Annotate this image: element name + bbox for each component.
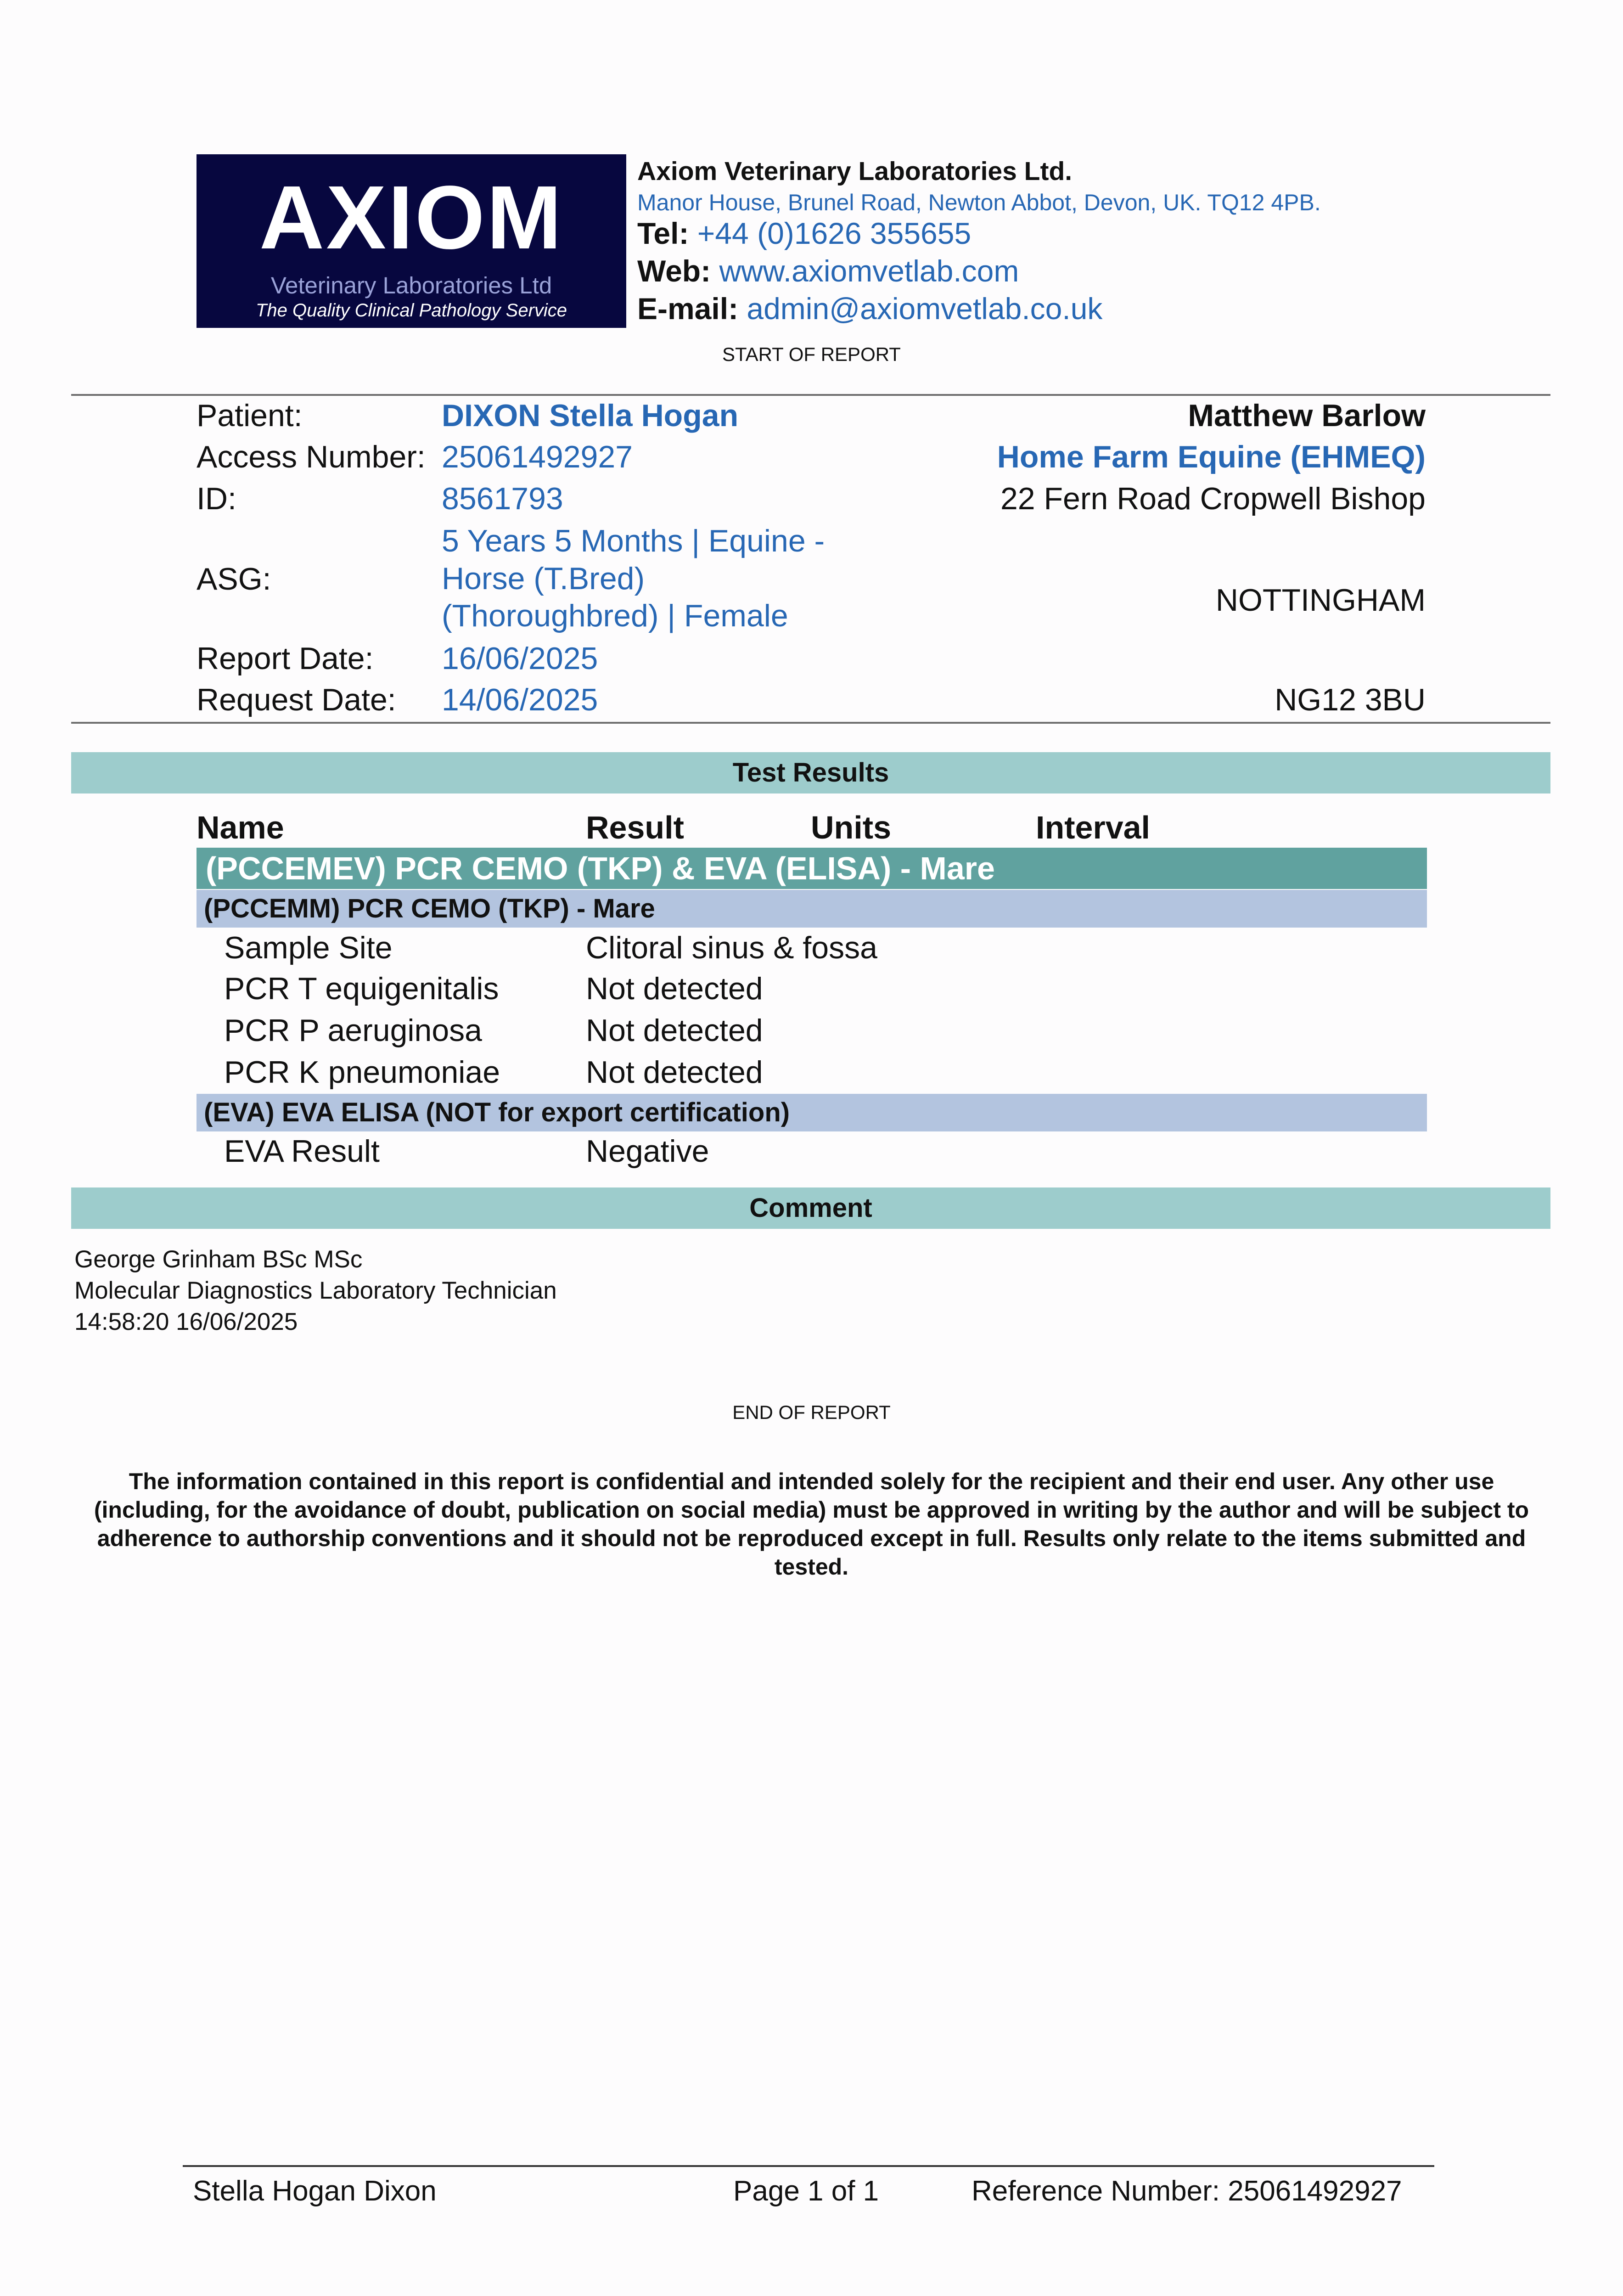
comment-header: Comment bbox=[71, 1187, 1550, 1229]
asg-line-2: Horse (T.Bred) bbox=[442, 561, 645, 596]
logo-subtitle: Veterinary Laboratories Ltd bbox=[270, 272, 552, 298]
logo-tagline: The Quality Clinical Pathology Service bbox=[255, 300, 567, 321]
patient-name: DIXON Stella Hogan bbox=[442, 398, 739, 433]
lab-logo bbox=[197, 154, 626, 328]
col-header-interval: Interval bbox=[1036, 810, 1150, 845]
result-value: Not detected bbox=[586, 1055, 763, 1090]
lab-address: Manor House, Brunel Road, Newton Abbot, Devon, UK. TQ12 4PB. bbox=[637, 190, 1321, 215]
lab-tel bbox=[637, 216, 971, 251]
web-label: Web: bbox=[637, 254, 711, 288]
id-value: 8561793 bbox=[442, 481, 563, 516]
footer-reference-number: Reference Number: 25061492927 bbox=[972, 2175, 1402, 2207]
end-of-report: END OF REPORT bbox=[732, 1401, 891, 1423]
access-label: Access Number: bbox=[197, 439, 426, 474]
signatory-name: George Grinham BSc MSc bbox=[74, 1246, 363, 1273]
result-name: PCR P aeruginosa bbox=[224, 1013, 482, 1048]
patient-label: Patient: bbox=[197, 398, 303, 433]
signatory-role: Molecular Diagnostics Laboratory Technician bbox=[74, 1277, 557, 1304]
result-name: PCR T equigenitalis bbox=[224, 971, 499, 1006]
result-value: Clitoral sinus & fossa bbox=[586, 930, 877, 965]
client-street: 22 Fern Road Cropwell Bishop bbox=[1000, 481, 1426, 516]
request-date: 14/06/2025 bbox=[442, 682, 598, 717]
access-number: 25061492927 bbox=[442, 439, 633, 474]
lab-name: Axiom Veterinary Laboratories Ltd. bbox=[637, 157, 1073, 186]
col-header-units: Units bbox=[811, 810, 891, 845]
result-name: Sample Site bbox=[224, 930, 393, 965]
signed-timestamp: 14:58:20 16/06/2025 bbox=[74, 1308, 298, 1335]
result-value: Not detected bbox=[586, 971, 763, 1006]
result-value: Negative bbox=[586, 1134, 709, 1169]
test-group-header: (PCCEMEV) PCR CEMO (TKP) & EVA (ELISA) - Mare bbox=[197, 848, 1427, 889]
footer-patient-name: Stella Hogan Dixon bbox=[193, 2175, 437, 2207]
result-name: EVA Result bbox=[224, 1134, 380, 1169]
footer-divider bbox=[183, 2165, 1434, 2167]
col-header-name: Name bbox=[197, 810, 284, 845]
divider-patient bbox=[71, 722, 1550, 724]
result-value: Not detected bbox=[586, 1013, 763, 1048]
client-postcode: NG12 3BU bbox=[1275, 682, 1426, 717]
email-label: E-mail: bbox=[637, 292, 739, 326]
tel-label: Tel: bbox=[637, 216, 689, 250]
email-link[interactable]: admin@axiomvetlab.co.uk bbox=[747, 292, 1103, 326]
id-label: ID: bbox=[197, 481, 236, 516]
asg-label: ASG: bbox=[197, 562, 271, 597]
test-subgroup-header: (EVA) EVA ELISA (NOT for export certification) bbox=[197, 1094, 1427, 1131]
report-date-label: Report Date: bbox=[197, 641, 374, 676]
web-link[interactable]: www.axiomvetlab.com bbox=[719, 254, 1019, 288]
logo-wordmark: AXIOM bbox=[259, 167, 564, 268]
practice-name: Home Farm Equine (EHMEQ) bbox=[997, 439, 1426, 474]
lab-web bbox=[637, 253, 1019, 288]
confidentiality-disclaimer: The information contained in this report is confidential and intended solely for the recipient and their end user. Any other use (including, for the avoidance of doubt, publication on social media) must be approved in writing by the author and will be subject to adherence to authorship conventions and it should not be reproduced except in full. Results only relate to the items submitted and tested. bbox=[94, 1469, 1529, 1580]
vet-name: Matthew Barlow bbox=[1188, 398, 1426, 433]
asg-line-1: 5 Years 5 Months | Equine - bbox=[442, 523, 825, 558]
tel-value[interactable]: +44 (0)1626 355655 bbox=[697, 216, 972, 250]
result-name: PCR K pneumoniae bbox=[224, 1055, 500, 1090]
test-subgroup-header: (PCCEMM) PCR CEMO (TKP) - Mare bbox=[197, 890, 1427, 928]
client-city: NOTTINGHAM bbox=[1215, 583, 1426, 618]
divider-top bbox=[71, 394, 1550, 396]
report-date: 16/06/2025 bbox=[442, 641, 598, 676]
test-results-header: Test Results bbox=[71, 752, 1550, 793]
request-date-label: Request Date: bbox=[197, 682, 396, 717]
col-header-result: Result bbox=[586, 810, 684, 845]
start-of-report: START OF REPORT bbox=[722, 343, 901, 365]
footer-page-number: Page 1 of 1 bbox=[733, 2175, 879, 2207]
asg-line-3: (Thoroughbred) | Female bbox=[442, 598, 788, 633]
lab-email bbox=[637, 291, 1102, 326]
